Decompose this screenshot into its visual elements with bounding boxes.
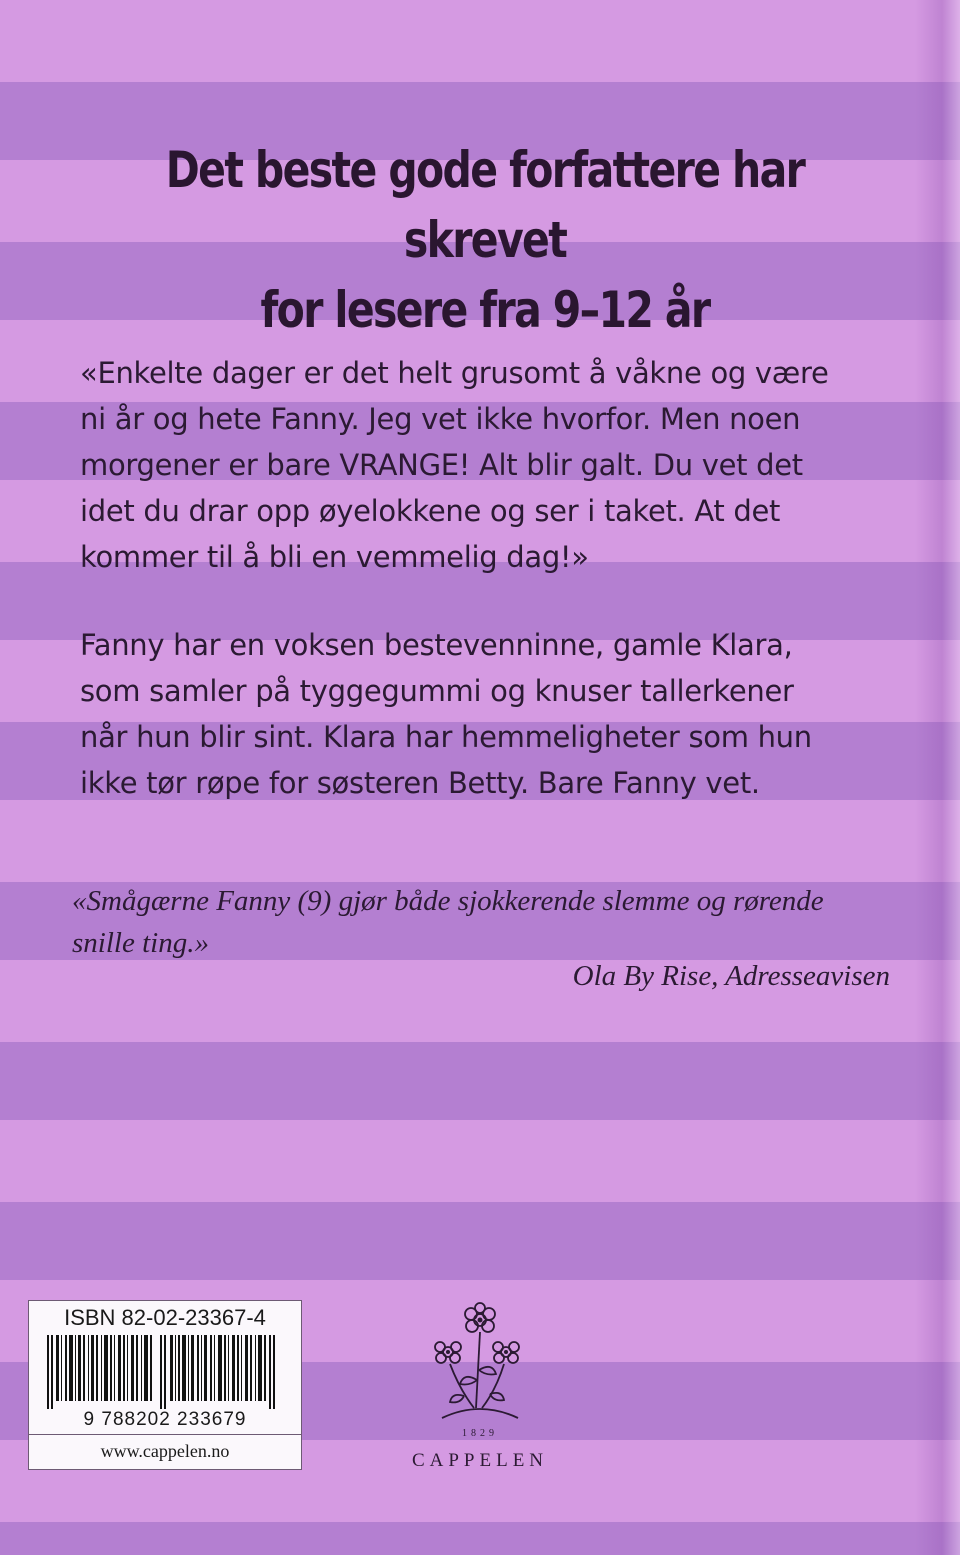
excerpt-line: morgener er bare VRANGE! Alt blir galt. Du vet det: [80, 448, 803, 482]
headline: [137, 135, 834, 345]
isbn-label: ISBN 82-02-23367-4: [64, 1305, 266, 1330]
publisher-year: 1829: [462, 1428, 498, 1439]
description-line: når hun blir sint. Klara har hemmeligheter som hun: [80, 720, 812, 754]
description-line: ikke tør røpe for søsteren Betty. Bare Fanny vet.: [80, 766, 760, 800]
excerpt-line: ni år og hete Fanny. Jeg vet ikke hvorfor. Men noen: [80, 402, 801, 436]
description-line: som samler på tyggegummi og knuser tallerkener: [80, 674, 794, 708]
publisher-website: www.cappelen.no: [29, 1434, 301, 1470]
review-line: «Smågærne Fanny (9) gjør både sjokkerende slemme og rørende: [72, 885, 824, 917]
excerpt-line: kommer til å bli en vemmelig dag!»: [80, 540, 589, 574]
description-line: Fanny har en voksen bestevenninne, gamle Klara,: [80, 628, 793, 662]
review-line: snille ting.»: [72, 927, 209, 959]
review-quote: [72, 880, 892, 964]
excerpt-line: idet du drar opp øyelokkene og ser i taket. At det: [80, 494, 781, 528]
description: [80, 622, 890, 806]
barcode-icon: [47, 1335, 283, 1409]
excerpt-line: «Enkelte dager er det helt grusomt å våkne og være: [80, 356, 829, 390]
excerpt-quote: [80, 350, 890, 580]
headline-line-1: Det beste gode forfattere har skrevet: [165, 141, 805, 269]
isbn-barcode-box: [28, 1300, 302, 1470]
isbn-digits: 9 788202 233679: [83, 1409, 247, 1430]
review-attribution: Ola By Rise, Adresseavisen: [572, 960, 890, 992]
headline-line-2: for lesere fra 9–12 år: [260, 281, 710, 339]
publisher-name: CAPPELEN: [411, 1450, 549, 1471]
